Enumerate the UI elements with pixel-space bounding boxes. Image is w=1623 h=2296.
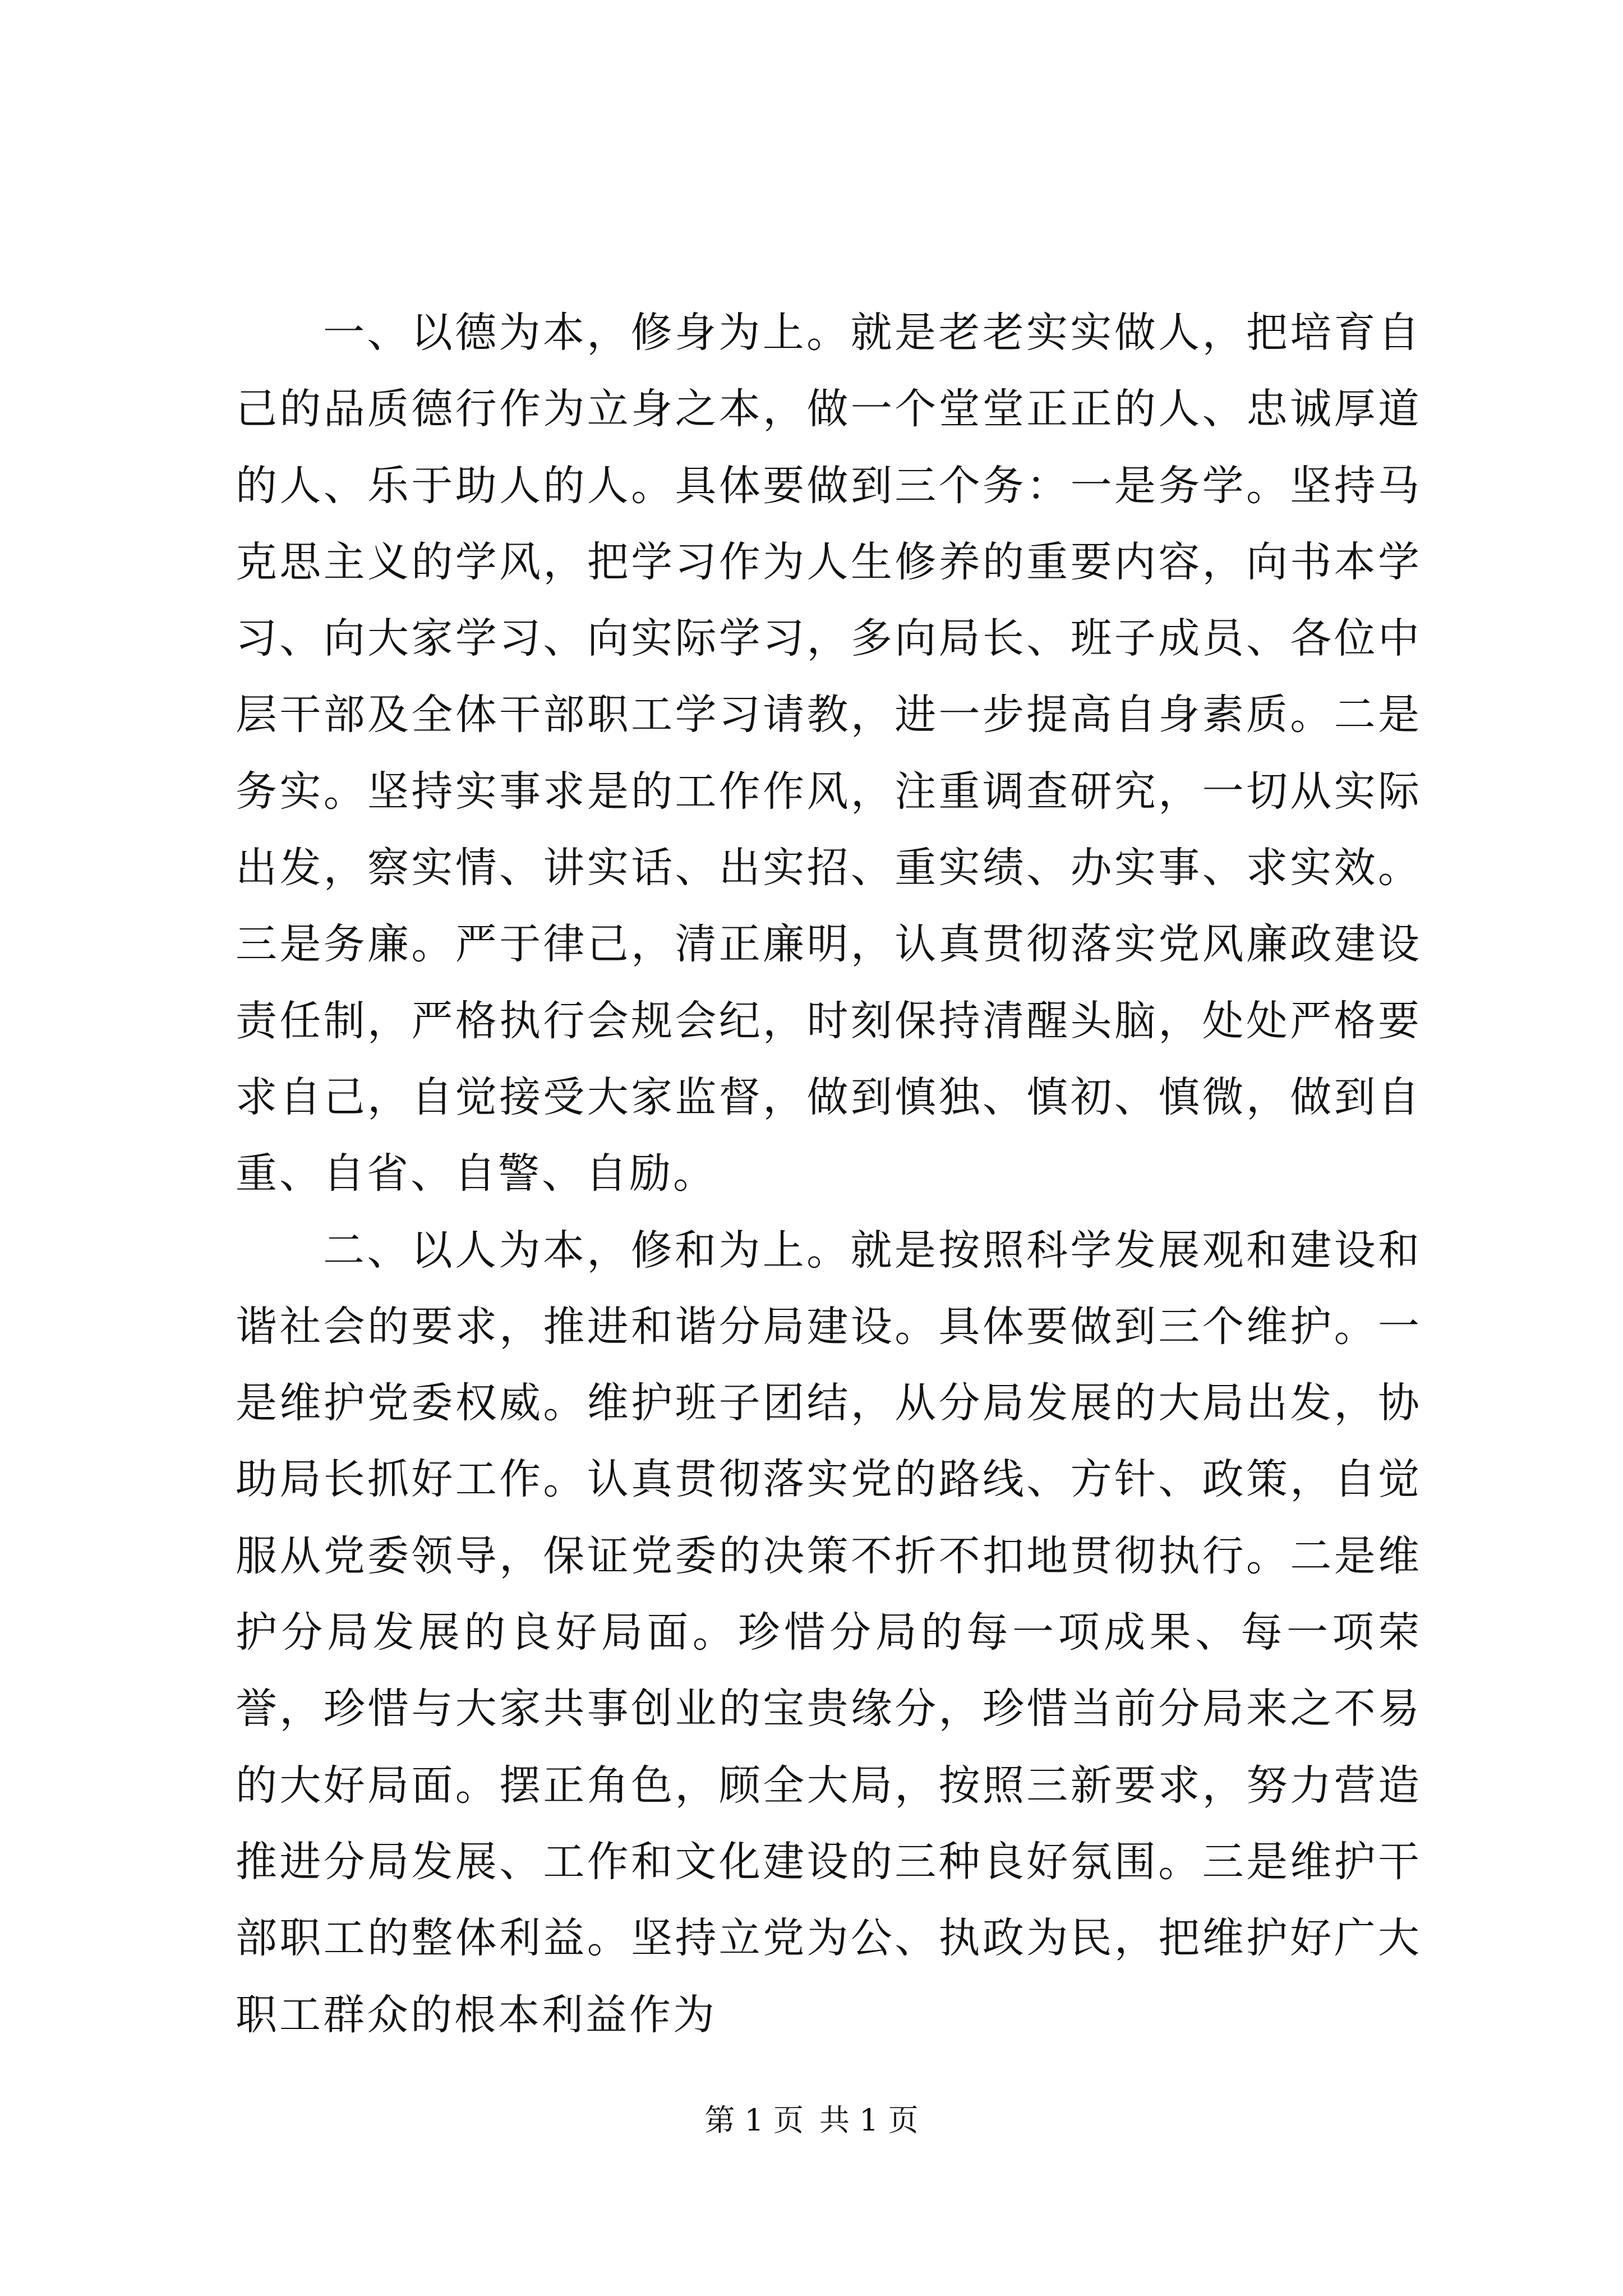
page-total: 共 1 页 bbox=[819, 2102, 919, 2138]
page-number: 第 1 页 bbox=[704, 2102, 804, 2138]
paragraph-1: 一、以德为本，修身为上。就是老老实实做人，把培育自己的品质德行作为立身之本，做一个堂堂正正的人、忠诚厚道的人、乐于助人的人。具体要做到三个务：一是务学。坚持马克思主义的学风，把学习作为人生修养的重要内容，向书本学习、向大家学习、向实际学习，多向局长、班子成员、各位中层干部及全体干部职工学习请教，进一步提高自身素质。二是务实。坚持实事求是的工作作风，注重调查研究，一切从实际出发，察实情、讲实话、出实招、重实绩、办实事、求实效。三是务廉。严于律己，清正廉明，认真贯彻落实党风廉政建设责任制，严格执行会规会纪，时刻保持清醒头脑，处处严格要求自己，自觉接受大家监督，做到慎独、慎初、慎微，做到自重、自省、自警、自励。 bbox=[236, 309, 1422, 1198]
document-body bbox=[236, 295, 1422, 2053]
page-footer bbox=[0, 2101, 1623, 2140]
paragraph-2: 二、以人为本，修和为上。就是按照科学发展观和建设和谐社会的要求，推进和谐分局建设。具体要做到三个维护。一是维护党委权威。维护班子团结，从分局发展的大局出发，协助局长抓好工作。认真贯彻落实党的路线、方针、政策，自觉服从党委领导，保证党委的决策不折不扣地贯彻执行。二是维护分局发展的良好局面。珍惜分局的每一项成果、每一项荣誉，珍惜与大家共事创业的宝贵缘分，珍惜当前分局来之不易的大好局面。摆正角色，顾全大局，按照三新要求，努力营造推进分局发展、工作和文化建设的三种良好氛围。三是维护干部职工的整体利益。坚持立党为公、执政为民，把维护好广大职工群众的根本利益作为 bbox=[236, 1226, 1422, 2039]
